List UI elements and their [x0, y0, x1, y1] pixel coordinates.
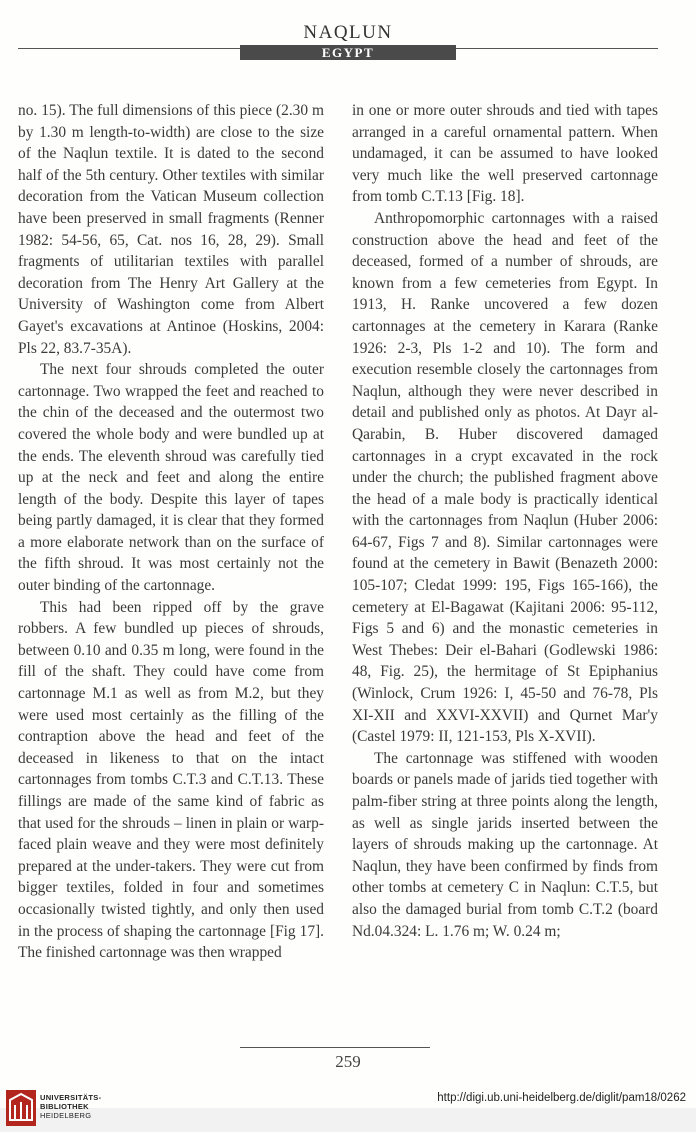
- library-name-line-1: UNIVERSITÄTS-: [40, 1093, 102, 1102]
- right-paragraph-1: in one or more outer shrouds and tied with tapes arranged in a careful ornamental pattern. When undamaged, it can be assumed to have looked very much like the well preserved cartonnage from tomb C.T.13 [Fig. 18].: [352, 102, 658, 206]
- right-column: [352, 100, 658, 942]
- footer-rule: [240, 1047, 430, 1048]
- left-paragraph-1: no. 15). The full dimensions of this piece (2.30 m by 1.30 m length-to-width) are close to the size of the Naqlun textile. It is dated to the second half of the 5th century. Other textiles with similar decoration from the Vatican Museum collection have been preserved in small fragments (Renner 1982: 54-56, 65, Cat. nos 16, 28, 29). Small fragments of utilitarian textiles with parallel decoration from The Henry Art Gallery at the University of Washington come from Albert Gayet's excavations at Antinoe (Hoskins, 2004: Pls 22, 83.7-35A).: [18, 102, 324, 357]
- left-paragraph-3: This had been ripped off by the grave robbers. A few bundled up pieces of shrouds, between 0.10 and 0.35 m long, were found in the fill of the shaft. They could have come from cartonnage M.1 as well as from M.2, but they were used most certainly as the filling of the contraption above the head and feet of the deceased in likeness to that on the intact cartonnages from tombs C.T.3 and C.T.13. These fillings are made of the same kind of fabric as that used for the shrouds – linen in plain or warp-faced plain weave and they were most definitely prepared at the under-takers. They were cut from bigger textiles, folded in four and sometimes occasionally twisted tightly, and only then used in the process of shaping the cartonnage [Fig 17]. The finished cartonnage was then wrapped: [18, 598, 324, 962]
- running-title: NAQLUN: [303, 22, 393, 43]
- library-bar: [0, 1108, 696, 1132]
- section-label: EGYPT: [240, 45, 456, 60]
- left-paragraph-2: The next four shrouds completed the outer cartonnage. Two wrapped the feet and reached to the chin of the deceased and the outermost two covered the whole body and were bundled up at the ends. The eleventh shroud was carefully tied up at the neck and feet and along the entire length of the body. Despite this layer of tapes being partly damaged, it is clear that they formed a more elaborate network than on the surface of the fifth shroud. It was most certainly not the outer binding of the cartonnage.: [18, 361, 324, 595]
- library-logo-icon: [6, 1090, 36, 1126]
- library-name-line-3: HEIDELBERG: [40, 1111, 92, 1120]
- left-column: [18, 100, 324, 964]
- library-name: [40, 1093, 101, 1120]
- source-url-link[interactable]: http://digi.ub.uni-heidelberg.de/diglit/pam18/0262: [437, 1092, 686, 1104]
- right-paragraph-3: The cartonnage was stiffened with wooden boards or panels made of jarids tied together with palm-fiber string at three points along the length, as well as single jarids inserted between the layers of shrouds making up the cartonnage. At Naqlun, they have been confirmed by finds from other tombs at cemetery C in Naqlun: C.T.5, but also the damaged burial from tomb C.T.2 (board Nd.04.324: L. 1.76 m; W. 0.24 m;: [352, 749, 658, 940]
- library-name-line-2: BIBLIOTHEK: [40, 1102, 89, 1111]
- page-number: 259: [335, 1052, 361, 1071]
- right-paragraph-2: Anthropomorphic cartonnages with a raised construction above the head and feet of the deceased, formed of a number of shrouds, are known from a few cemeteries from Egypt. In 1913, H. Ranke uncovered a few dozen cartonnages at the cemetery in Karara (Ranke 1926: 2-3, Pls 1-2 and 10). The form and execution resemble closely the cartonnages from Naqlun, although they were never described in detail and published only as photos. At Dayr al-Qarabin, B. Huber discovered damaged cartonnages in a crypt excavated in the rock under the church; the published fragment above the head of a male body is practically identical with the cartonnages from Naqlun (Huber 2006: 64-67, Figs 7 and 8). Similar cartonnages were found at the cemetery in Bawit (Benazeth 2000: 105-107; Cledat 1999: 195, Figs 165-166), the cemetery at El-Bagawat (Kajitani 2006: 95-112, Figs 5 and 6) and the monastic cemeteries in West Thebes: Deir el-Bahari (Godlewski 1986: 48, Fig. 25), the hermitage of St Epiphanius (Winlock, Crum 1926: I, 45-50 and 76-78, Pls XI-XII and XXVI-XXVII) and Qurnet Mar'y (Castel 1979: II, 121-153, Pls X-XVII).: [352, 209, 658, 746]
